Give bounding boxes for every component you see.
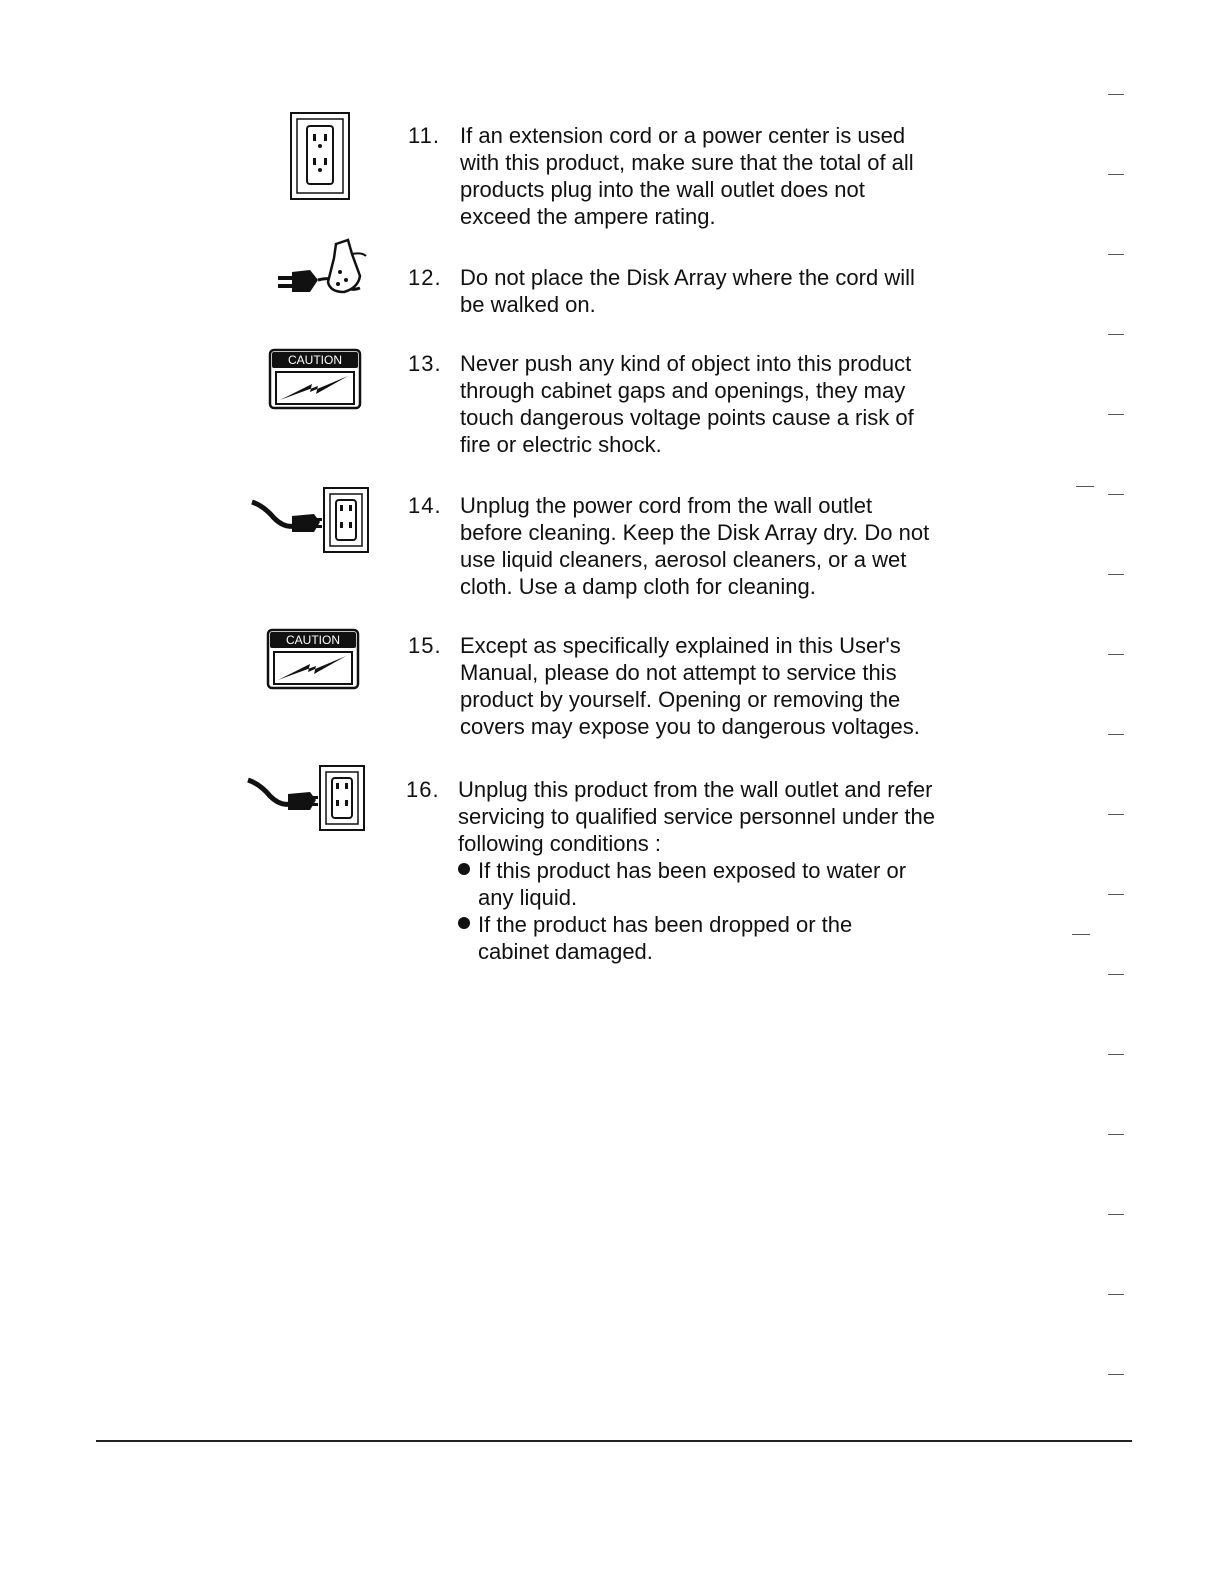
bullet-icon [458,917,470,929]
unplug-outlet-icon [246,764,368,834]
safety-item-12 [408,264,998,318]
margin-tick [1108,654,1124,655]
item-number: 14. [408,493,442,518]
item-text: If an extension cord or a power center is used with this product, make sure that the total of all products plug into the wall outlet does not exceed the ampere rating. [460,123,914,229]
condition-list [458,857,996,965]
unplug-outlet-icon [250,486,372,556]
margin-tick [1108,1374,1124,1375]
margin-tick [1108,254,1124,255]
bullet-icon [458,863,470,875]
item-text: Unplug this product from the wall outlet and refer servicing to qualified service personnel under the following conditions : [458,777,935,856]
item-number: 16. [406,777,440,802]
wall-outlet-icon [290,112,352,202]
safety-item-16 [406,776,996,965]
caution-label: CAUTION [288,353,342,367]
safety-item-14 [408,492,998,600]
margin-tick [1108,894,1124,895]
margin-tick [1108,1294,1124,1295]
safety-item-13 [408,350,998,458]
margin-tick [1108,334,1124,335]
condition-text: If this product has been exposed to water or any liquid. [478,858,907,910]
item-number: 13. [408,351,442,376]
margin-tick [1076,486,1094,487]
item-text: Except as specifically explained in this User's Manual, please do not attempt to service this product by yourself. Opening or removing the covers may expose you to dangerous voltages. [460,633,920,739]
margin-tick [1108,94,1124,95]
margin-tick [1108,1054,1124,1055]
item-text: Unplug the power cord from the wall outlet before cleaning. Keep the Disk Array dry. Do not use liquid cleaners, aerosol cleaners, or a wet cloth. Use a damp cloth for cleaning. [460,493,930,599]
margin-tick [1108,574,1124,575]
item-text: Do not place the Disk Array where the cord will be walked on. [460,265,915,317]
footer-rule [96,1440,1132,1442]
caution-lightning-icon [268,348,362,412]
margin-tick [1108,1134,1124,1135]
margin-tick [1108,974,1124,975]
margin-tick [1108,174,1124,175]
margin-tick [1108,494,1124,495]
safety-item-11 [408,122,998,230]
item-text: Never push any kind of object into this product through cabinet gaps and openings, they may touch dangerous voltage points cause a risk of fire or electric shock. [460,351,914,457]
condition-item [458,911,996,965]
safety-item-15 [408,632,998,740]
margin-tick [1108,814,1124,815]
margin-tick [1072,934,1090,935]
condition-text: If the product has been dropped or the cabinet damaged. [478,912,853,964]
margin-tick [1108,1214,1124,1215]
item-number: 12. [408,265,442,290]
margin-tick [1108,414,1124,415]
caution-lightning-icon [266,628,360,692]
plug-stepped-on-icon [276,236,368,300]
item-number: 11. [408,123,440,148]
margin-tick [1108,734,1124,735]
condition-item [458,857,996,911]
item-number: 15. [408,633,442,658]
caution-label: CAUTION [286,633,340,647]
